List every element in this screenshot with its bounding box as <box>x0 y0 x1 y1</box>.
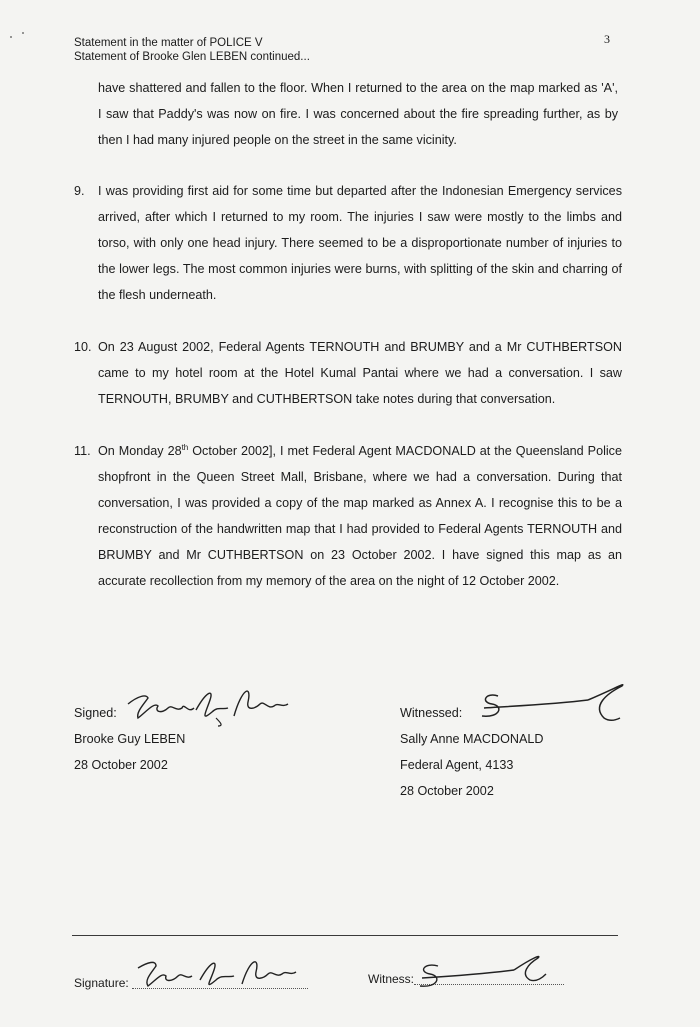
witness-signature-image <box>476 678 636 728</box>
signed-block <box>74 700 185 778</box>
scan-speck <box>10 36 12 38</box>
signed-label: Signed: <box>74 706 117 720</box>
page-header <box>74 36 310 64</box>
paragraph-9 <box>74 178 622 308</box>
paragraph-text: I was providing first aid for some time but departed after the Indonesian Emergency services arrived, after which I returned to my room. The injuries I saw were mostly to the limbs and torso, with only one head injury. There seemed to be a disproportionate number of injuries to the lower legs. The most common injuries were burns, with splitting of the skin and charring of the flesh underneath. <box>98 184 622 302</box>
footer-signature-image <box>134 954 314 994</box>
signer-name: Brooke Guy LEBEN <box>74 732 186 746</box>
header-line-matter: Statement in the matter of POLICE V <box>74 37 263 49</box>
witness-name: Sally Anne MACDONALD <box>400 732 544 746</box>
paragraph-text-part: On Monday 28 <box>98 444 182 458</box>
paragraph-11 <box>74 438 622 594</box>
signed-date: 28 October 2002 <box>74 758 168 772</box>
page-number: 3 <box>604 32 610 46</box>
witnessed-block <box>400 700 543 804</box>
paragraph-text <box>98 438 622 594</box>
witnessed-line <box>400 700 543 726</box>
paragraph-number: 10. <box>74 340 92 354</box>
witness-date: 28 October 2002 <box>400 784 494 798</box>
paragraph-10 <box>74 334 622 412</box>
continuation-paragraph: have shattered and fallen to the floor. When I returned to the area on the map marked as 'A', I saw that Paddy's was now on fire. I was concerned about the fire spreading further, as by then I had many injured people on the street in the same vicinity. <box>98 81 618 147</box>
signed-line <box>74 700 185 726</box>
footer-witness-label: Witness: <box>368 972 415 986</box>
header-line-statement: Statement of Brooke Glen LEBEN continued... <box>74 51 310 63</box>
signature-image <box>124 682 304 728</box>
paragraph-number: 9. <box>74 184 85 198</box>
witness-title: Federal Agent, 4133 <box>400 758 514 772</box>
footer-signature-label: Signature: <box>74 976 129 990</box>
paragraph-text-part: October 2002], I met Federal Agent MACDONALD at the Queensland Police shopfront in the Queen Street Mall, Brisbane, where we had a conversation. During that conversation, I was provided a copy of the map marked as Annex A. I recognise this to be a reconstruction of the handwritten map that I had provided to Federal Agents TERNOUTH and BRUMBY and Mr CUTHBERTSON on 23 October 2002. I have signed this map as an accurate recollection from my memory of the area on the night of 12 October 2002. <box>98 444 622 588</box>
paragraph-text: On 23 August 2002, Federal Agents TERNOUTH and BRUMBY and a Mr CUTHBERTSON came to my hotel room at the Hotel Kumal Pantai where we had a conversation. I saw TERNOUTH, BRUMBY and CUTHBERTSON take notes during that conversation. <box>98 340 622 406</box>
ordinal-suffix: th <box>181 442 189 452</box>
paragraph-number: 11. <box>74 444 91 458</box>
witnessed-label: Witnessed: <box>400 706 463 720</box>
footer-rule <box>72 935 618 936</box>
scan-speck <box>22 32 24 34</box>
footer-witness-signature-image <box>414 950 564 994</box>
